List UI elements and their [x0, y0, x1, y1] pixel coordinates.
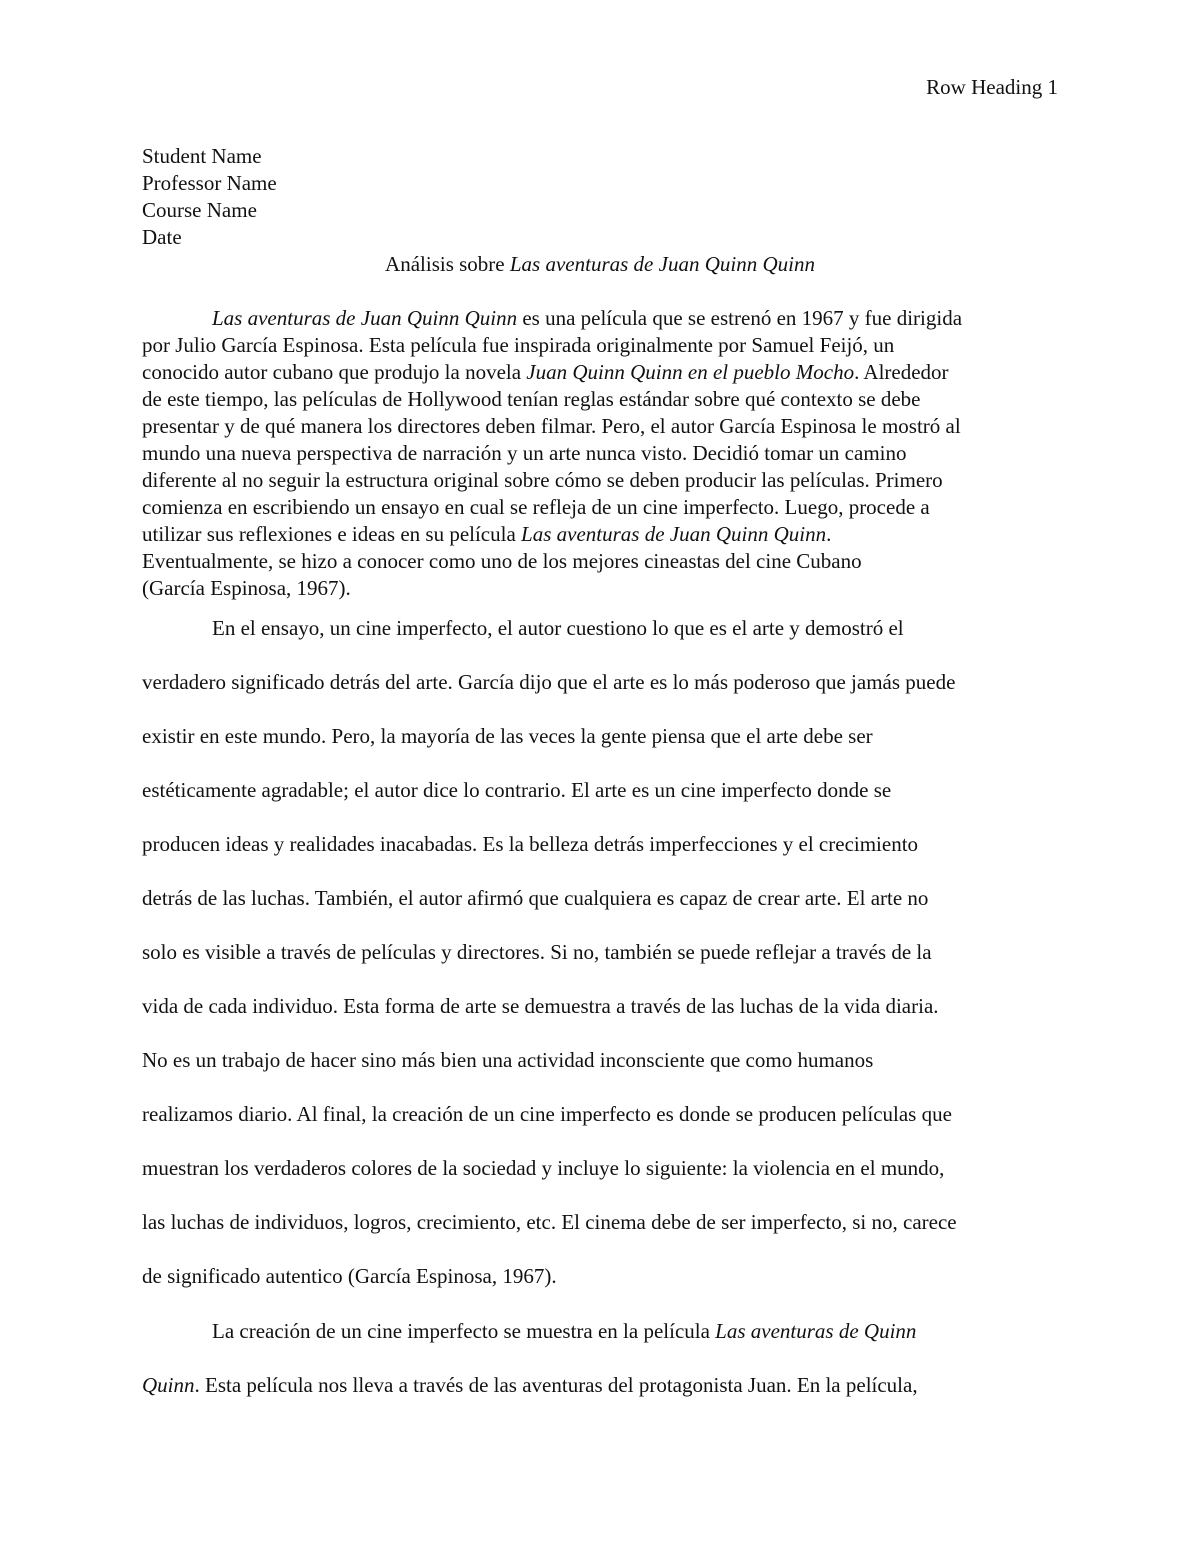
paragraph-line: No es un trabajo de hacer sino más bien una actividad inconsciente que como humanos	[142, 1048, 874, 1072]
paragraph-line: En el ensayo, un cine imperfecto, el autor cuestiono lo que es el arte y demostró el	[212, 616, 904, 640]
film-title: Las aventuras de Juan Quinn Quinn	[212, 306, 518, 330]
paragraph-line: verdadero significado detrás del arte. García dijo que el arte es lo más poderoso que jamás puede	[142, 670, 956, 694]
paragraph-line: (García Espinosa, 1967).	[142, 576, 351, 600]
novel-title: Juan Quinn Quinn en el pueblo Mocho	[526, 360, 855, 384]
line-text: .	[826, 522, 832, 546]
line-text: utilizar sus reflexiones e ideas en su película	[142, 522, 522, 546]
line-text: es una película que se estrenó en 1967 y fue dirigida	[517, 306, 963, 330]
paragraph-line	[142, 521, 1062, 548]
paragraph-line	[142, 359, 1062, 386]
paragraph-line: presentar y de qué manera los directores deben filmar. Pero, el autor García Espinosa le mostró al	[142, 414, 961, 438]
line-text: La creación de un cine imperfecto se muestra en la película	[212, 1319, 716, 1343]
paragraph-line	[142, 305, 1062, 332]
line-text: . Esta película nos lleva a través de las aventuras del protagonista Juan. En la película,	[194, 1373, 918, 1397]
line-text: . Alrededor	[854, 360, 949, 384]
course-name: Course Name	[142, 198, 257, 222]
paragraph-line: detrás de las luchas. También, el autor afirmó que cualquiera es capaz de crear arte. El arte no	[142, 886, 929, 910]
paragraph-line: producen ideas y realidades inacabadas. Es la belleza detrás imperfecciones y el crecimiento	[142, 832, 919, 856]
paragraph-line: realizamos diario. Al final, la creación de un cine imperfecto es donde se producen películas que	[142, 1102, 952, 1126]
paragraph-line: de significado autentico (García Espinosa, 1967).	[142, 1264, 557, 1288]
paragraph-line: mundo una nueva perspectiva de narración y un arte nunca visto. Decidió tomar un camino	[142, 441, 907, 465]
title-italic: Las aventuras de Juan Quinn Quinn	[509, 252, 815, 276]
paragraph-line: muestran los verdaderos colores de la sociedad y incluye lo siguiente: la violencia en el mundo,	[142, 1156, 945, 1180]
student-name: Student Name	[142, 144, 262, 168]
paragraph-line: vida de cada individuo. Esta forma de arte se demuestra a través de las luchas de la vida diaria.	[142, 994, 939, 1018]
film-title: Quinn	[142, 1373, 195, 1397]
paragraph-line: comienza en escribiendo un ensayo en cual se refleja de un cine imperfecto. Luego, procede a	[142, 495, 930, 519]
paragraph-line: estéticamente agradable; el autor dice lo contrario. El arte es un cine imperfecto donde se	[142, 778, 892, 802]
paragraph-line: solo es visible a través de películas y directores. Si no, también se puede reflejar a través de la	[142, 940, 932, 964]
date: Date	[142, 225, 182, 249]
paragraph-line	[142, 1358, 1062, 1412]
paragraph-line: de este tiempo, las películas de Hollywood tenían reglas estándar sobre qué contexto se debe	[142, 387, 921, 411]
paragraph-line: existir en este mundo. Pero, la mayoría de las veces la gente piensa que el arte debe ser	[142, 724, 873, 748]
paragraph-line: por Julio García Espinosa. Esta película fue inspirada originalmente por Samuel Feijó, un	[142, 333, 895, 357]
paragraph-line	[142, 1304, 1062, 1358]
title-prefix: Análisis sobre	[385, 252, 510, 276]
paragraph-line: Eventualmente, se hizo a conocer como uno de los mejores cineastas del cine Cubano	[142, 549, 862, 573]
paragraph-3	[142, 1304, 1062, 1412]
mla-heading	[142, 143, 277, 251]
running-head: Row Heading 1	[926, 75, 1058, 99]
paragraph-2	[142, 601, 1062, 1303]
line-text: conocido autor cubano que produjo la novela	[142, 360, 527, 384]
essay-title	[142, 251, 1058, 278]
paragraph-1	[142, 305, 1062, 602]
professor-name: Professor Name	[142, 171, 277, 195]
paragraph-line: las luchas de individuos, logros, crecimiento, etc. El cinema debe de ser imperfecto, si no, carece	[142, 1210, 957, 1234]
film-title: Las aventuras de Juan Quinn Quinn	[521, 522, 827, 546]
paragraph-line: diferente al no seguir la estructura original sobre cómo se deben producir las películas. Primero	[142, 468, 943, 492]
film-title: Las aventuras de Quinn	[715, 1319, 917, 1343]
